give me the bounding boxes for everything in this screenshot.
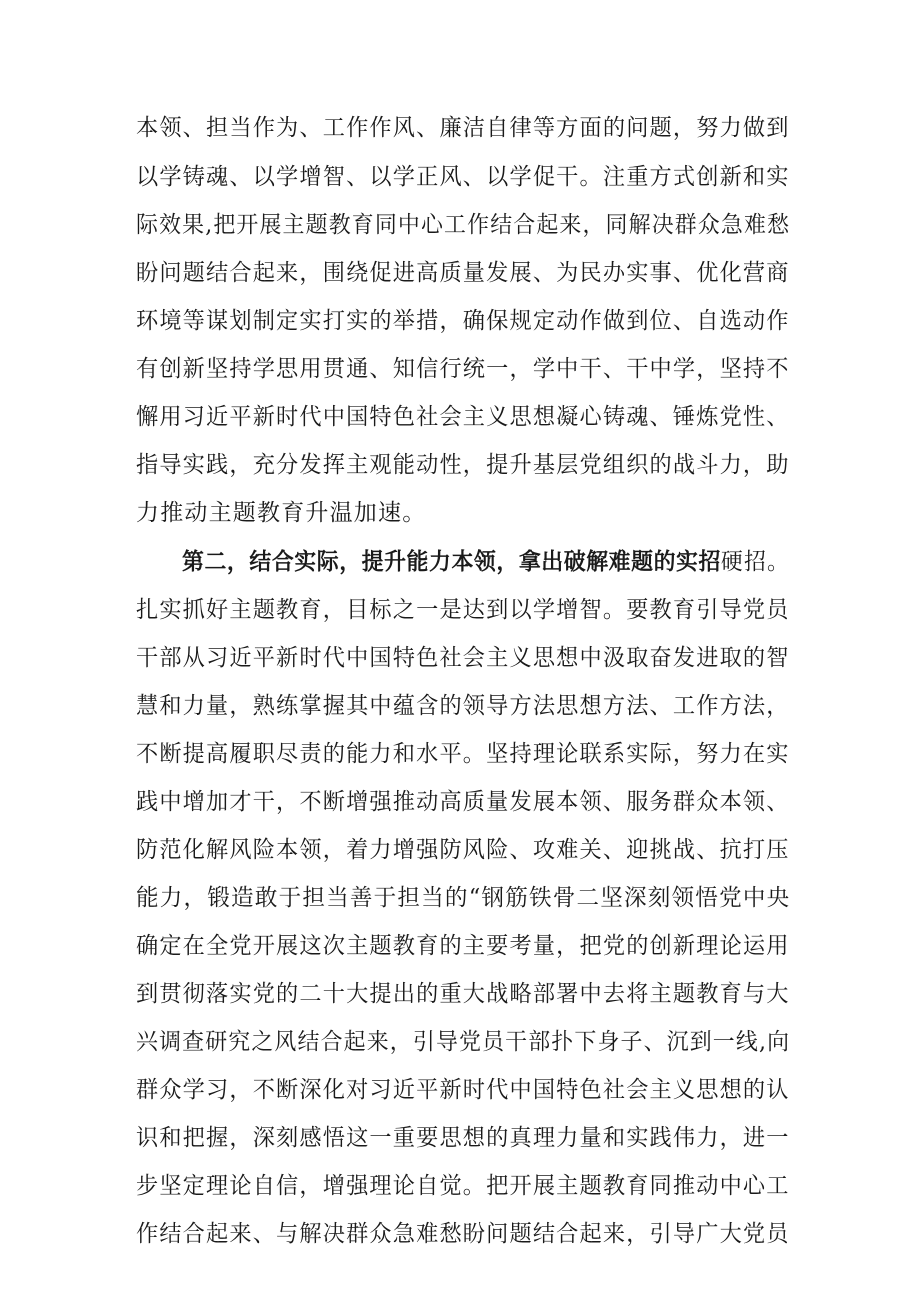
paragraph-1-line-5: 环境等谋划制定实打实的举措，确保规定动作做到位、自选动作 [136,308,790,334]
paragraph-2-line-4: 不断提高履职尽责的能力和水平。坚持理论联系实际，努力在实 [136,741,790,767]
paragraph-2-line-14: 作结合起来、与解决群众急难愁盼问题结合起来，引导广大党员 [136,1221,790,1247]
paragraph-2-line-1: 扎实抓好主题教育，目标之一是达到以学增智。要教育引导党员 [136,597,790,623]
paragraph-1-line-7: 懈用习近平新时代中国特色社会主义思想凝心铸魂、锤炼党性、 [136,404,790,430]
paragraph-2-line-10: 兴调查研究之风结合起来，引导党员干部扑下身子、沉到一线,向 [136,1029,791,1055]
paragraph-2-line-9: 到贯彻落实党的二十大提出的重大战略部署中去将主题教育与大 [136,981,790,1007]
paragraph-2-line-12: 识和把握，深刻感悟这一重要思想的真理力量和实践伟力，进一 [136,1125,790,1151]
paragraph-2-line-6: 防范化解风险本领，着力增强防风险、攻难关、迎挑战、抗打压 [136,837,790,863]
section-heading-bold: 第二，结合实际，提升能力本领，拿出破解难题的实招 [182,549,721,575]
paragraph-1-line-1: 本领、担当作为、工作作风、廉洁自律等方面的问题，努力做到 [136,115,790,141]
section-heading-tail: 硬招。 [720,549,791,575]
paragraph-2-line-3: 慧和力量，熟练掌握其中蕴含的领导方法思想方法、工作方法， [136,693,790,719]
paragraph-1-line-8: 指导实践，充分发挥主观能动性，提升基层党组织的战斗力，助 [136,452,790,478]
paragraph-1-line-2: 以学铸魂、以学增智、以学正风、以学促干。注重方式创新和实 [136,164,790,190]
paragraph-2-line-5: 践中增加才干，不断增强推动高质量发展本领、服务群众本领、 [136,789,790,815]
paragraph-1-line-4: 盼问题结合起来，围绕促进高质量发展、为民办实事、优化营商 [136,260,790,286]
paragraph-1-line-3: 际效果,把开展主题教育同中心工作结合起来，同解决群众急难愁 [136,212,791,238]
paragraph-2-line-8: 确定在全党开展这次主题教育的主要考量，把党的创新理论运用 [136,933,790,959]
section-heading [182,545,790,579]
paragraph-2-line-13: 步坚定理论自信，增强理论自觉。把开展主题教育同推动中心工 [136,1173,790,1199]
paragraph-2-line-2: 干部从习近平新时代中国特色社会主义思想中汲取奋发进取的智 [136,645,790,671]
paragraph-2-line-7: 能力，锻造敢于担当善于担当的“钢筋铁骨二坚深刻领悟党中央 [136,885,791,911]
paragraph-2-line-11: 群众学习，不断深化对习近平新时代中国特色社会主义思想的认 [136,1077,790,1103]
paragraph-1-line-9: 力推动主题教育升温加速。 [136,500,427,526]
paragraph-1-line-6: 有创新坚持学思用贯通、知信行统一，学中干、干中学，坚持不 [136,356,790,382]
